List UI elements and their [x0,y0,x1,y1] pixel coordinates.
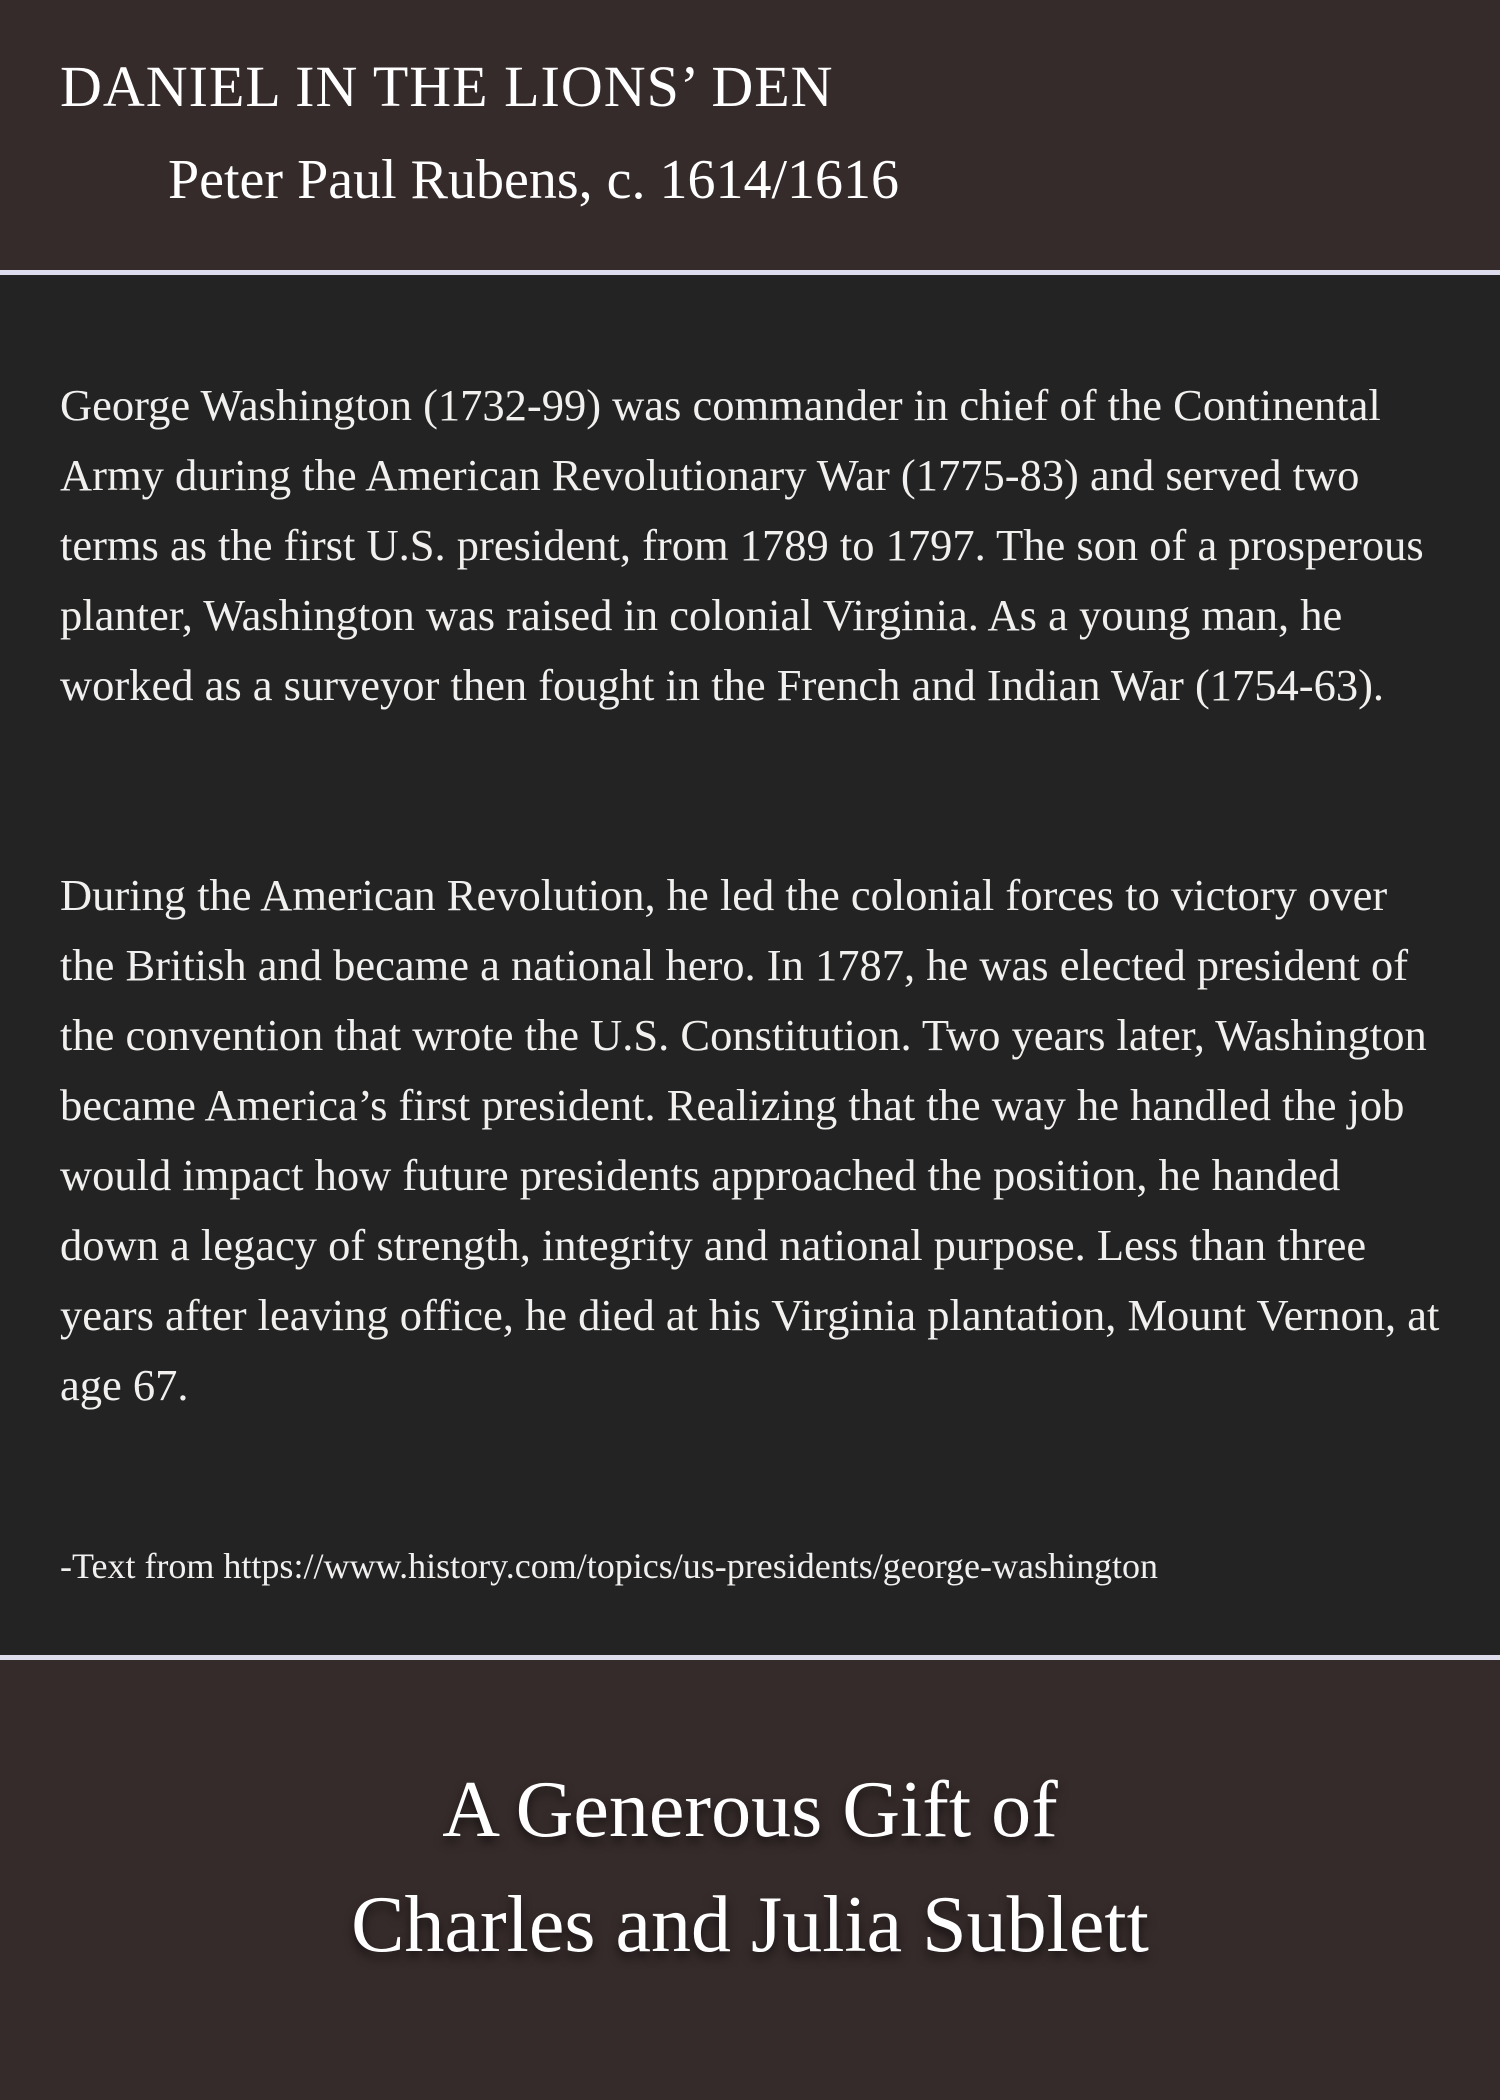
description-panel [0,275,1500,1655]
gift-line-1: A Generous Gift of [442,1766,1058,1854]
header-panel [0,0,1500,270]
description-paragraph-1: George Washington (1732-99) was commander in chief of the Continental Army during the American Revolutionary War (1775-83) and served two terms as the first U.S. president, from 1789 to 1797. The son of a prosperous planter, Washington was raised in colonial Virginia. As a young man, he worked as a surveyor then fought in the French and Indian War (1754-63). [60,380,1424,710]
artwork-title: DANIEL IN THE LIONS’ DEN [60,54,834,119]
donor-panel [0,1660,1500,2100]
artist-and-date: Peter Paul Rubens, c. 1614/1616 [168,149,900,211]
source-citation: -Text from https://www.history.com/topics/us-presidents/george-washington [60,1546,1158,1586]
description-paragraph-2: During the American Revolution, he led the colonial forces to victory over the British and became a national hero. In 1787, he was elected president of the convention that wrote the U.S. Constitution. Two years later, Washington became America’s first president. Realizing that the way he handled the job would impact how future presidents approached the position, he handed down a legacy of strength, integrity and national purpose. Less than three years after leaving office, he died at his Virginia plantation, Mount Vernon, at age 67. [60,870,1440,1410]
donor-names: Charles and Julia Sublett [351,1881,1149,1969]
